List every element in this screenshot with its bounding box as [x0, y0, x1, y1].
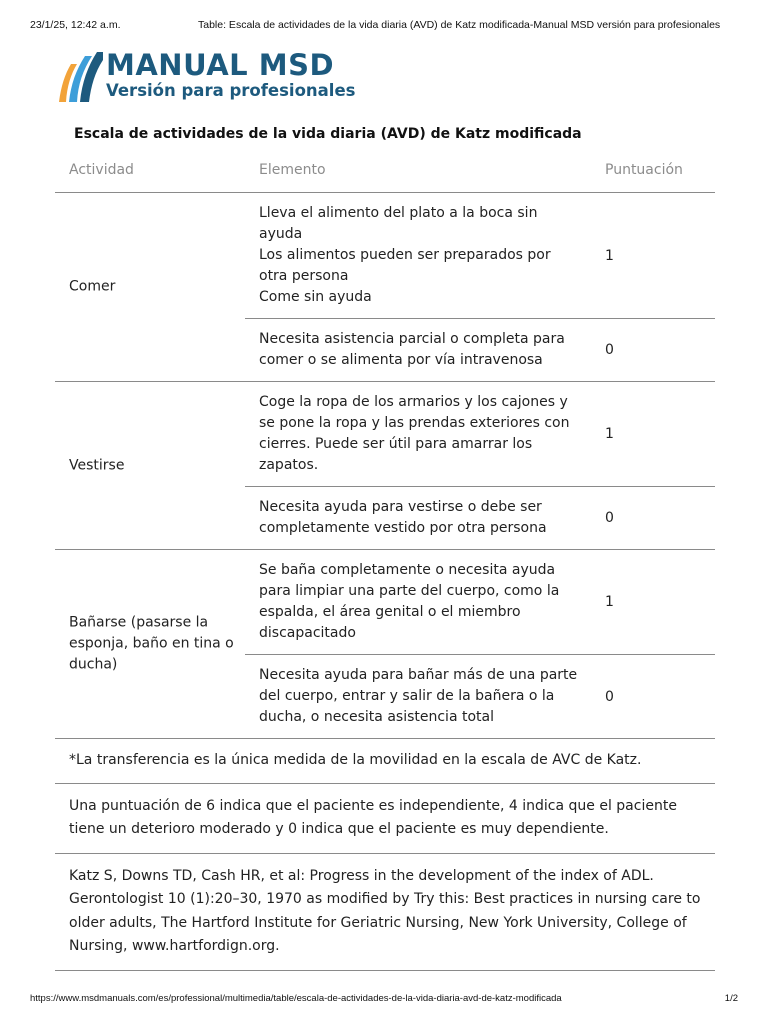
- element-line: Se baña completamente o necesita ayuda para limpiar una parte del cuerpo, como la espalda, el área genital o el miembro discapacitado: [259, 562, 560, 641]
- table-row: [245, 318, 715, 381]
- score-cell: 1: [605, 247, 614, 264]
- header-activity: Actividad: [69, 162, 134, 178]
- element-line: Lleva el alimento del plato a la boca sin ayuda: [259, 205, 538, 242]
- msd-logo-icon: [55, 50, 103, 102]
- element-cell: [245, 655, 581, 738]
- table-row: [245, 550, 715, 654]
- element-line: Necesita ayuda para vestirse o debe ser completamente vestido por otra persona: [259, 499, 547, 536]
- element-cell: [245, 319, 581, 381]
- element-line: Los alimentos pueden ser preparados por otra persona: [259, 247, 551, 284]
- score-cell: 0: [605, 688, 614, 705]
- score-cell: 0: [605, 342, 614, 358]
- activity-label: Bañarse (pasarse la esponja, baño en tina o ducha): [69, 614, 234, 673]
- table-row: [245, 382, 715, 486]
- print-datetime: 23/1/25, 12:42 a.m.: [30, 19, 121, 31]
- table-footnote-scoring: Una puntuación de 6 indica que el paciente es independiente, 4 indica que el paciente tiene un deterioro moderado y 0 indica que el paciente es muy dependiente.: [55, 784, 715, 854]
- table-title: Escala de actividades de la vida diaria (AVD) de Katz modificada: [74, 126, 582, 142]
- activity-label: Comer: [69, 278, 116, 295]
- table-header-row: [55, 150, 715, 193]
- element-cell: [245, 550, 581, 654]
- table-group-banarse: [55, 550, 715, 739]
- brand-subtitle: Versión para profesionales: [106, 81, 356, 100]
- katz-adl-table: [55, 150, 715, 971]
- table-footnote-transfer: *La transferencia es la única medida de la movilidad en la escala de AVC de Katz.: [55, 739, 715, 784]
- element-line: Necesita ayuda para bañar más de una parte del cuerpo, entrar y salir de la bañera o la ducha, o necesita asistencia total: [259, 667, 578, 725]
- score-cell: 1: [605, 426, 614, 442]
- element-cell: [245, 487, 581, 549]
- print-url[interactable]: https://www.msdmanuals.com/es/professional/multimedia/table/escala-de-actividades-de-la-vida-diaria-avd-de-katz-modificada: [30, 993, 562, 1004]
- activity-label: Vestirse: [69, 457, 125, 473]
- print-page-title: Table: Escala de actividades de la vida diaria (AVD) de Katz modificada-Manual MSD versión para profesionales: [198, 19, 721, 31]
- table-row: [245, 486, 715, 549]
- brand-logo[interactable]: [55, 48, 355, 104]
- score-cell: 0: [605, 510, 614, 526]
- table-row: [245, 193, 715, 318]
- element-line: Necesita asistencia parcial o completa para comer o se alimenta por vía intravenosa: [259, 331, 565, 368]
- table-footnote-reference: Katz S, Downs TD, Cash HR, et al: Progress in the development of the index of ADL. Gerontologist 10 (1):20–30, 1970 as modified by Try this: Best practices in nursing care to older adults, The Hartford Institute for Geriatric Nursing, New York University, College of Nursing, www.hartfordign.org.: [55, 854, 715, 971]
- element-line: Coge la ropa de los armarios y los cajones y se pone la ropa y las prendas exteriores con cierres. Puede ser útil para amarrar los zapatos.: [259, 394, 570, 473]
- table-group-comer: [55, 193, 715, 382]
- brand-name: MANUAL MSD: [106, 48, 335, 82]
- score-cell: 1: [605, 594, 614, 610]
- header-score: Puntuación: [605, 162, 683, 178]
- element-cell: [245, 382, 581, 486]
- table-row: [245, 654, 715, 738]
- element-cell: [245, 193, 581, 318]
- print-page-number: 1/2: [724, 993, 738, 1004]
- element-line: Come sin ayuda: [259, 289, 372, 305]
- header-element: Elemento: [259, 162, 326, 178]
- table-group-vestirse: [55, 382, 715, 550]
- print-header: [30, 19, 738, 33]
